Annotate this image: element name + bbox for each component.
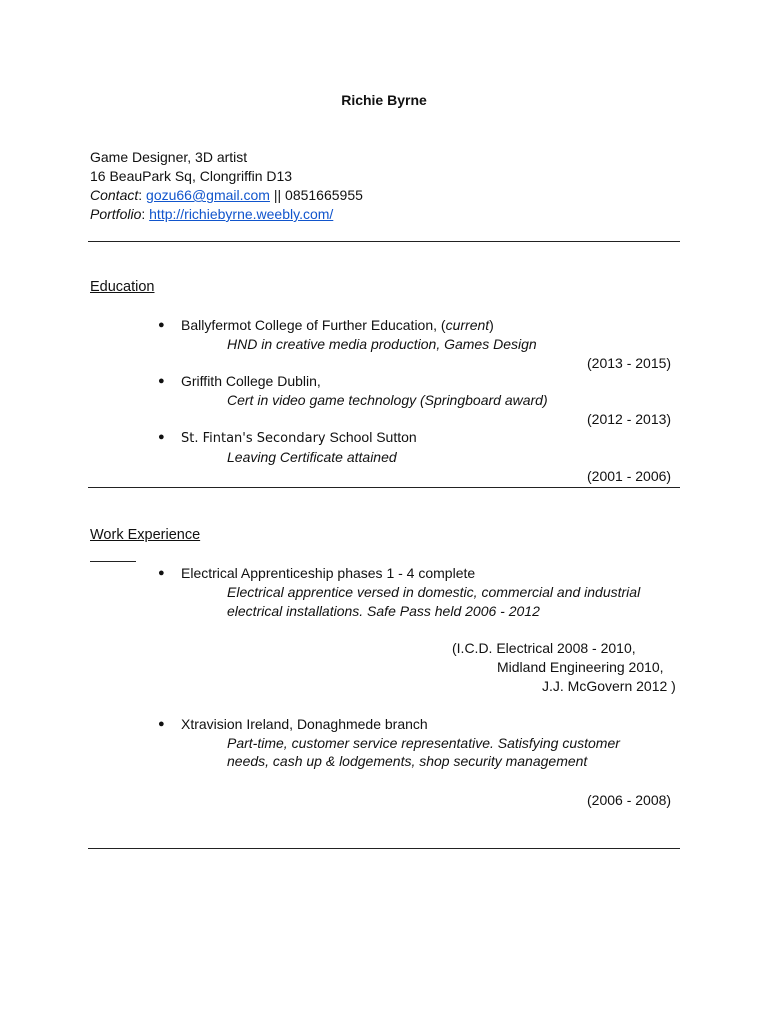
work-employer-line: (I.C.D. Electrical 2008 - 2010, bbox=[452, 640, 636, 656]
email-link[interactable]: gozu66@gmail.com bbox=[146, 187, 270, 203]
education-institution-name-b: School Sutton bbox=[325, 429, 417, 445]
education-institution-name: Ballyfermot College of Further Education, ( bbox=[181, 317, 446, 333]
work-detail-line: needs, cash up & lodgements, shop security management bbox=[227, 753, 588, 769]
resume-name: Richie Byrne bbox=[341, 92, 427, 108]
education-detail: Cert in video game technology (Springboard award) bbox=[227, 392, 548, 408]
bullet-icon: ● bbox=[158, 431, 165, 443]
job-title: Game Designer, 3D artist bbox=[90, 149, 248, 165]
contact-line bbox=[90, 186, 363, 204]
education-institution bbox=[181, 316, 494, 334]
education-dates: (2012 - 2013) bbox=[587, 411, 672, 427]
contact-separator: || bbox=[269, 187, 286, 203]
bullet-icon: ● bbox=[158, 567, 165, 579]
portfolio-colon: : bbox=[141, 206, 150, 222]
work-heading-rule bbox=[90, 561, 136, 562]
work-role: Xtravision Ireland, Donaghmede branch bbox=[181, 716, 428, 732]
education-institution bbox=[181, 428, 417, 448]
education-dates: (2001 - 2006) bbox=[587, 468, 672, 484]
education-divider bbox=[88, 487, 680, 488]
address: 16 BeauPark Sq, Clongriffin D13 bbox=[90, 168, 293, 184]
education-detail: Leaving Certificate attained bbox=[227, 449, 397, 465]
work-role: Electrical Apprenticeship phases 1 - 4 complete bbox=[181, 565, 476, 581]
education-dates: (2013 - 2015) bbox=[587, 355, 672, 371]
work-heading: Work Experience bbox=[90, 527, 201, 543]
portfolio-link[interactable]: http://richiebyrne.weebly.com/ bbox=[149, 206, 334, 222]
work-detail-line: Part-time, customer service representative. Satisfying customer bbox=[227, 735, 620, 751]
work-dates: (2006 - 2008) bbox=[587, 792, 672, 808]
bullet-icon: ● bbox=[158, 375, 165, 387]
contact-colon: : bbox=[138, 187, 147, 203]
education-institution-name-a: St. Fintan's Secondary bbox=[181, 431, 326, 446]
work-divider bbox=[88, 848, 680, 849]
education-institution: Griffith College Dublin, bbox=[181, 373, 321, 389]
portfolio-label: Portfolio bbox=[90, 206, 142, 222]
work-detail-line: Electrical apprentice versed in domestic, commercial and industrial bbox=[227, 584, 641, 600]
bullet-icon: ● bbox=[158, 319, 165, 331]
phone-number: 0851665955 bbox=[285, 187, 363, 203]
work-detail-line: electrical installations. Safe Pass held 2006 - 2012 bbox=[227, 603, 540, 619]
contact-label: Contact bbox=[90, 187, 139, 203]
header-divider bbox=[88, 241, 680, 242]
bullet-icon: ● bbox=[158, 718, 165, 730]
current-label: current bbox=[445, 317, 490, 333]
work-employer-line: Midland Engineering 2010, bbox=[497, 659, 664, 675]
work-employer-line: J.J. McGovern 2012 ) bbox=[542, 678, 676, 694]
education-detail: HND in creative media production, Games Design bbox=[227, 336, 537, 352]
education-heading: Education bbox=[90, 279, 155, 295]
portfolio-line bbox=[90, 205, 333, 223]
education-institution-close: ) bbox=[489, 317, 494, 333]
